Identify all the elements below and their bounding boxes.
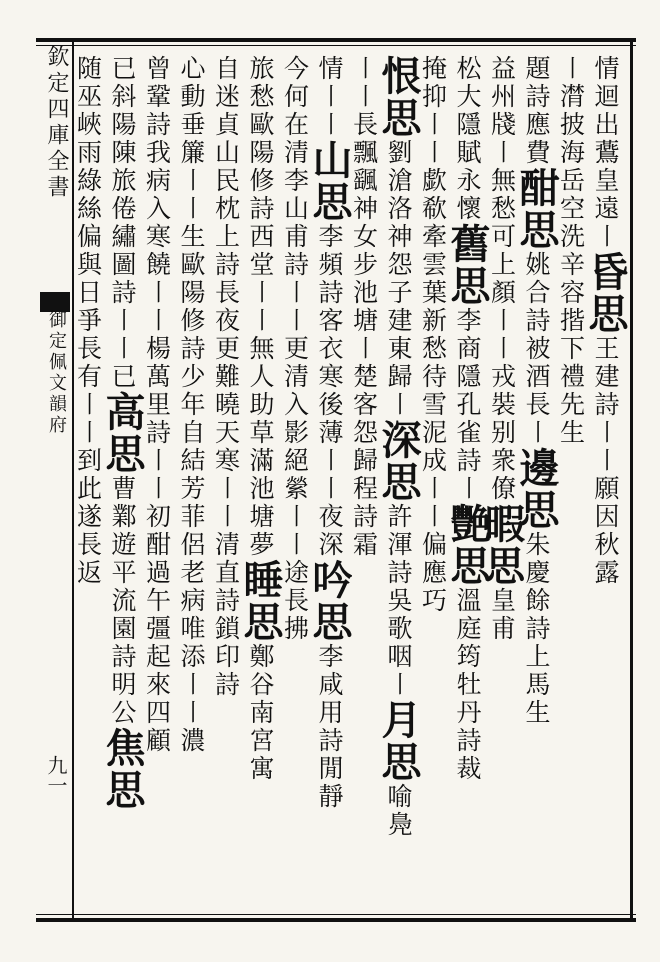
entry-heading: 睡思 bbox=[237, 559, 284, 643]
text-column bbox=[375, 55, 422, 915]
quotation-text: 曾鞏詩我病入寒饒〡〡楊萬里詩〡〡初酣過午彊起來四顧 bbox=[142, 55, 172, 755]
text-column bbox=[237, 55, 284, 915]
quotation-text: 今何在 bbox=[280, 55, 310, 139]
page-number: 九一 bbox=[44, 755, 68, 795]
quotation-text: 情〡〡 bbox=[315, 55, 344, 139]
quotation-text: 〡楚客怨歸程 bbox=[349, 335, 379, 503]
quotation-text: 成〡〡偏應巧 bbox=[418, 447, 448, 615]
quotation-text: 〡潸披海岳空 bbox=[556, 55, 586, 223]
entry-heading: 焦思 bbox=[99, 727, 146, 811]
entry-heading: 高思 bbox=[99, 391, 146, 475]
margin-collection-title: 欽定四庫全書 bbox=[44, 45, 69, 201]
quotation-text: 喻鳧 bbox=[384, 783, 413, 839]
entry-heading: 吟思 bbox=[306, 559, 353, 643]
quotation-text: 清李山甫詩〡〡更清入影絕 bbox=[280, 139, 310, 475]
text-column bbox=[556, 55, 586, 915]
entry-heading: 山思 bbox=[306, 139, 353, 223]
right-border bbox=[630, 38, 633, 922]
quotation-text: 曹鄴遊平流園詩明公 bbox=[108, 475, 137, 727]
entry-heading: 月思 bbox=[375, 699, 422, 783]
entry-heading: 邊思 bbox=[513, 447, 560, 531]
text-column bbox=[444, 55, 491, 915]
text-column bbox=[211, 55, 241, 915]
text-column bbox=[73, 55, 103, 915]
quotation-text: 旅愁歐陽修詩西堂〡〡無人助草滿池塘夢 bbox=[246, 55, 275, 559]
entry-heading: 舊思 bbox=[444, 223, 491, 307]
quotation-text: 松大隱賦永懷 bbox=[453, 55, 482, 223]
quotation-text: 溫庭筠牡丹詩裁 bbox=[453, 587, 482, 783]
text-column bbox=[176, 55, 206, 915]
text-column bbox=[349, 55, 379, 915]
quotation-text: 李商隱孔雀詩〡 bbox=[453, 307, 482, 503]
top-border-thick bbox=[36, 38, 636, 42]
quotation-text: 牽雲葉新愁待雪泥 bbox=[418, 223, 448, 447]
quotation-text: 李頻詩客衣寒後薄〡〡夜深 bbox=[315, 223, 344, 559]
quotation-text: 許渾詩吳歌咽〡 bbox=[384, 503, 413, 699]
quotation-text: 姚合詩被酒長〡 bbox=[522, 251, 551, 447]
quotation-text: 〡〡長飄颻神女步池塘 bbox=[349, 55, 379, 335]
quotation-text: 洗辛容揩下禮先生 bbox=[556, 223, 586, 447]
entry-heading: 深思 bbox=[375, 419, 422, 503]
quotation-text: 益州牋 bbox=[487, 55, 517, 139]
text-column bbox=[478, 55, 526, 915]
quotation-text: 有〡〡到此遂長返 bbox=[73, 363, 103, 587]
quotation-text: 詩霜 bbox=[349, 503, 379, 559]
text-column bbox=[418, 55, 448, 915]
quotation-text: 朱慶餘詩上馬生 bbox=[522, 531, 551, 727]
text-column bbox=[513, 55, 560, 915]
quotation-text: 劉滄洛神怨子建東歸〡 bbox=[384, 139, 413, 419]
entry-heading: 酣思 bbox=[513, 167, 560, 251]
text-column bbox=[142, 55, 172, 915]
text-column bbox=[280, 55, 310, 915]
entry-heading: 暇思 bbox=[478, 503, 526, 587]
fish-tail-mark bbox=[40, 292, 70, 312]
quotation-text: 縈〡〡途長拂 bbox=[280, 475, 310, 643]
bottom-border-thick bbox=[36, 918, 636, 922]
quotation-text: 李咸用詩閒靜 bbox=[315, 643, 344, 811]
quotation-text: 皇甫 bbox=[487, 587, 517, 643]
margin-book-title: 御定佩文韻府 bbox=[46, 310, 67, 436]
quotation-text: 鄭谷南宮寓 bbox=[246, 643, 275, 783]
entry-heading: 艷思 bbox=[444, 503, 491, 587]
quotation-text: 自迷貞山民枕上詩長夜更難曉天寒〡〡清 bbox=[211, 55, 241, 559]
entry-heading: 恨思 bbox=[375, 55, 422, 139]
quotation-text: 〡無愁可上顏 bbox=[487, 139, 517, 307]
entry-heading: 昏思 bbox=[582, 251, 629, 335]
quotation-text: 情迴出鷰皇遠〡 bbox=[591, 55, 620, 251]
quotation-text: 已斜陽陳旅倦繡圖詩〡〡已 bbox=[108, 55, 137, 391]
quotation-text: 掩抑〡〡歔欷 bbox=[418, 55, 448, 223]
quotation-text: 王建詩〡〡願因秋露 bbox=[591, 335, 620, 587]
quotation-text: 随巫峽雨綠絲偏與日爭長 bbox=[73, 55, 103, 363]
text-column bbox=[99, 55, 146, 915]
quotation-text: 心動垂簾〡〡生歐陽修詩少年自結芳菲侶老病唯添〡〡濃 bbox=[177, 55, 206, 755]
quotation-text: 直詩鎖印詩 bbox=[211, 559, 241, 699]
quotation-text: 題詩應費 bbox=[522, 55, 551, 167]
text-column bbox=[582, 55, 629, 915]
top-border-thin bbox=[36, 45, 636, 46]
text-column bbox=[306, 55, 353, 915]
quotation-text: 〡〡戎裝别衆僚 bbox=[487, 307, 517, 503]
